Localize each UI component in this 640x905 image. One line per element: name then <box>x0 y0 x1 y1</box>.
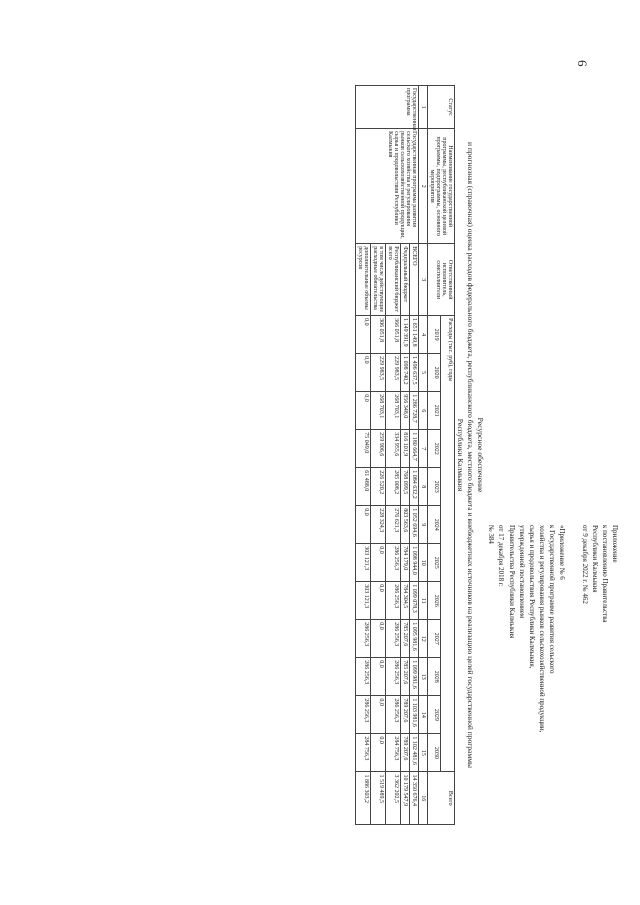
row-value: 286 256,3 <box>386 658 401 696</box>
year-header: 2028 <box>428 658 442 696</box>
column-number: 8 <box>419 468 428 506</box>
column-number: 13 <box>419 658 428 696</box>
row-status: Государственная программа <box>356 86 419 129</box>
executor-header: Ответственный исполнитель, соисполнители <box>428 244 455 316</box>
appendix-line: хозяйства и регулирования рынков сельскохозяйственной продукции, <box>538 525 547 733</box>
row-value: 228 324,3 <box>371 506 386 544</box>
row-value: 286 256,3 <box>386 544 401 582</box>
row-value: 366 051,8 <box>386 316 401 354</box>
table-row <box>410 86 419 825</box>
row-value: 784 179,0 <box>401 544 410 582</box>
row-value: 0,0 <box>356 316 371 354</box>
row-value: 1 149 391,9 <box>401 316 410 354</box>
header-row <box>441 86 455 825</box>
appendix-line: утвержденной постановлением <box>517 525 526 619</box>
year-header: 2024 <box>428 506 442 544</box>
rotated-page-content <box>30 55 620 855</box>
year-header: 2022 <box>428 430 442 468</box>
row-value: 0,0 <box>371 544 386 582</box>
page-number: 6 <box>575 60 590 67</box>
row-total: 14 350 676,4 <box>410 772 419 825</box>
year-header: 2027 <box>428 620 442 658</box>
row-value: 789 207,6 <box>401 734 410 772</box>
row-value: 1 180 664,7 <box>410 430 419 468</box>
row-program-name: Государственная программа развития сельского хозяйства и регулирования рынков сельскохозяйственной продукции, сырья и продовольствия Республики Калмыкия <box>356 129 419 244</box>
row-executor: Республиканский бюджет всего <box>386 244 401 316</box>
row-value: 286 256,3 <box>386 620 401 658</box>
expenses-header: Расходы (тыс. руб), годы <box>441 316 455 772</box>
row-value: 1 103 981,6 <box>410 696 419 734</box>
column-number: 15 <box>419 734 428 772</box>
row-executor: дополнительные объемы ресурсов <box>356 244 371 316</box>
year-header: 2023 <box>428 468 442 506</box>
row-value: 303 121,3 <box>356 582 371 620</box>
row-value: 768 099,5 <box>401 468 410 506</box>
resource-table <box>355 85 455 825</box>
title-line: Ресурсное обеспечение <box>476 417 485 493</box>
total-header: Всего <box>428 772 455 825</box>
row-value: 229 983,5 <box>386 354 401 392</box>
row-value: 803 563,6 <box>401 506 410 544</box>
column-number: 1 <box>419 86 428 129</box>
appendix-line: к постановлению Правительства <box>600 525 609 623</box>
title-line: и прогнозная (справочная) оценка расходов федерального бюджета, республиканского бюджета, местного бюджета и внебюджетных источников на реализацию целей государственной программы <box>465 142 475 768</box>
row-value: 0,0 <box>371 620 386 658</box>
row-value: 286 256,3 <box>356 620 371 658</box>
row-value: 0,0 <box>371 734 386 772</box>
row-value: 268 703,1 <box>371 392 386 430</box>
appendix-header <box>486 525 620 845</box>
year-header: 2025 <box>428 544 442 582</box>
appendix-line: от 17 декабря 2018 г. <box>497 525 506 587</box>
row-value: 784 304,5 <box>401 582 410 620</box>
row-value: 1 286 728,7 <box>410 392 419 430</box>
column-number: 9 <box>419 506 428 544</box>
column-number: 2 <box>419 129 428 244</box>
row-value: 0,0 <box>371 582 386 620</box>
row-total: 10 179 547,9 <box>401 772 410 825</box>
row-value: 0,0 <box>356 506 371 544</box>
row-executor: Федеральный бюджет <box>401 244 410 316</box>
column-number: 10 <box>419 544 428 582</box>
year-header: 2019 <box>428 316 442 354</box>
row-value: 75 049,0 <box>356 430 371 468</box>
row-value: 284 756,3 <box>356 734 371 772</box>
row-value: 0,0 <box>356 354 371 392</box>
year-header: 2026 <box>428 582 442 620</box>
row-value: 259 906,6 <box>371 430 386 468</box>
row-value: 268 703,1 <box>386 392 401 430</box>
row-value: 785 207,6 <box>401 620 410 658</box>
year-header: 2021 <box>428 392 442 430</box>
appendix-line <box>569 525 579 845</box>
row-executor: в том числе действующие расходные обязательства <box>371 244 386 316</box>
row-value: 1 084 632,2 <box>410 468 419 506</box>
appendix-line: к Государственной программе развития сельского <box>548 525 557 674</box>
status-header: Статус <box>428 86 455 129</box>
column-number: 12 <box>419 620 428 658</box>
row-value: 303 121,3 <box>356 544 371 582</box>
row-value: 956 348,0 <box>401 392 410 430</box>
column-number: 11 <box>419 582 428 620</box>
appendix-line: сырья и продовольствия Республики Калмыкия, <box>527 525 536 669</box>
name-header: Наименование государственной программы, республиканской целевой программы, подпрограммы, основного мероприятия <box>428 129 455 244</box>
column-number: 5 <box>419 354 428 392</box>
row-value: 1 651 149,8 <box>410 316 419 354</box>
appendix-line: Приложение <box>611 525 619 563</box>
row-value: 1 102 481,6 <box>410 734 419 772</box>
row-value: 1 052 694,6 <box>410 506 419 544</box>
appendix-line: Республики Калмыкия <box>590 525 599 593</box>
year-header: 2029 <box>428 696 442 734</box>
row-value: 1 099 078,3 <box>410 582 419 620</box>
appendix-line: № 384 <box>487 525 496 544</box>
row-value: 285 008,2 <box>386 468 401 506</box>
column-number: 16 <box>419 772 428 825</box>
appendix-line: «Приложение № 6 <box>558 525 567 580</box>
row-value: 1 095 981,6 <box>410 620 419 658</box>
row-value: 226 520,2 <box>371 468 386 506</box>
row-value: 816 101,9 <box>401 430 410 468</box>
row-value: 0,0 <box>371 696 386 734</box>
title-line: Республики Калмыкия <box>455 418 465 492</box>
row-value: 284 756,3 <box>386 734 401 772</box>
row-total: 1 886 303,2 <box>356 772 371 825</box>
row-value: 286 256,3 <box>386 582 401 620</box>
row-value: 61 488,0 <box>356 468 371 506</box>
row-total: 1 519 489,5 <box>371 772 386 825</box>
row-value: 334 955,6 <box>386 430 401 468</box>
row-value: 286 256,3 <box>356 658 371 696</box>
appendix-line: Правительства Республики Калмыкия <box>507 525 516 639</box>
row-value: 1 098 740,2 <box>401 354 410 392</box>
row-value: 1 098 944,0 <box>410 544 419 582</box>
column-number: 14 <box>419 696 428 734</box>
column-number: 7 <box>419 430 428 468</box>
row-total: 3 362 202,5 <box>386 772 401 825</box>
year-header: 2030 <box>428 734 442 772</box>
row-value: 0,0 <box>356 392 371 430</box>
document-title <box>455 55 485 855</box>
row-value: 286 256,3 <box>386 696 401 734</box>
row-value: 785 207,6 <box>401 658 410 696</box>
row-value: 229 983,5 <box>371 354 386 392</box>
row-value: 276 621,3 <box>386 506 401 544</box>
row-value: 1 496 637,5 <box>410 354 419 392</box>
row-value: 306 051,8 <box>371 316 386 354</box>
row-value: 286 256,3 <box>356 696 371 734</box>
row-executor: ВСЕГО <box>410 244 419 316</box>
appendix-line: от 9 декабря 2022 г. № 462 <box>580 525 589 604</box>
column-number: 4 <box>419 316 428 354</box>
row-value: 1 099 981,6 <box>410 658 419 696</box>
column-number-row <box>419 86 428 825</box>
column-number: 3 <box>419 244 428 316</box>
year-header: 2020 <box>428 354 442 392</box>
column-number: 6 <box>419 392 428 430</box>
row-value: 0,0 <box>371 658 386 696</box>
row-value: 789 207,6 <box>401 696 410 734</box>
